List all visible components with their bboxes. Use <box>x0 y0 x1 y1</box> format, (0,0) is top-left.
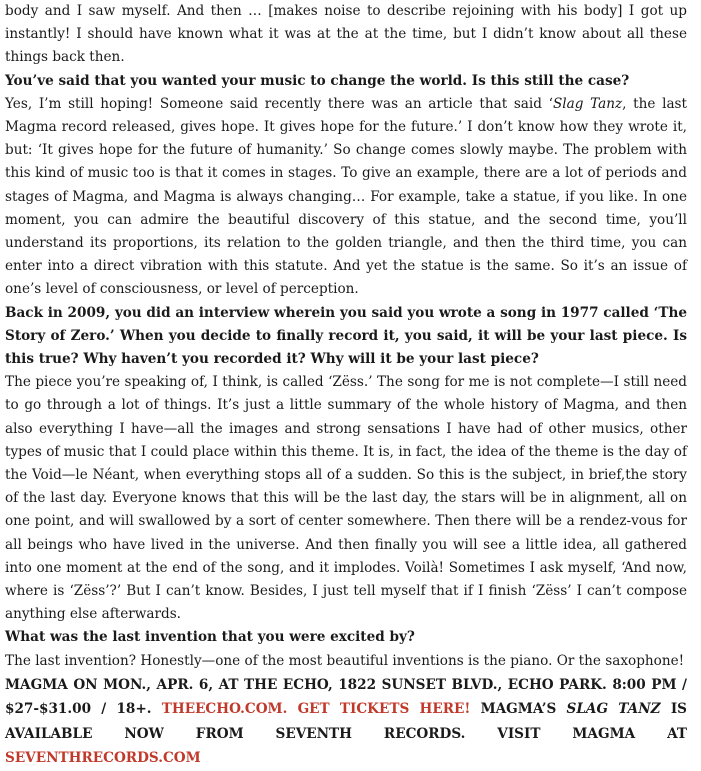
answer-paragraph: The last invention? Honestly—one of the most beautiful inventions is the piano. Or the saxophone! <box>5 652 685 669</box>
album-title-italic: Slag Tanz <box>552 95 623 112</box>
answer-paragraph <box>5 93 687 302</box>
album-title: SLAG TANZ <box>566 701 661 718</box>
question-paragraph: You’ve said that you wanted your music to change the world. Is this still the case? <box>5 72 630 89</box>
answer-paragraph: body and I saw myself. And then … [makes noise to describe rejoining with his body] I got up instantly! I should have known what it was at the at the time, but I didn’t know about all these things back then. <box>5 3 687 66</box>
album-text: IS AVAILABLE NOW FROM SEVENTH RECORDS. VISIT MAGMA AT <box>5 701 687 742</box>
event-details: MAGMA ON MON., APR. 6, AT THE ECHO, 1822 SUNSET BLVD., ECHO PARK. 8:00 PM / $27-$31.00 / 18+. <box>5 676 687 718</box>
venue-link[interactable]: THEECHO.COM. <box>161 701 288 718</box>
answer-text: , the last Magma record released, gives hope. It gives hope for the future.’ I don’t know how they wrote it, but: ‘It gives hope for the future of humanity.’ So change comes slowly maybe. The problem with this kind of music too is that it comes in stages. To give an example, there are a lot of periods and stages of Magma, and Magma is always changing… For example, take a statue, if you like. In one moment, you can admire the beautiful discovery of this statue, and the second time, you’ll understand its proportions, its relation to the golden triangle, and then the third time, you can enter into a direct vibration with this statute. And yet the statue is the same. So it’s an issue of one’s level of consciousness, or level of perception. <box>5 95 687 298</box>
answer-text: Yes, I’m still hoping! Someone said recently there was an article that said ‘ <box>5 95 553 112</box>
question-paragraph: What was the last invention that you were excited by? <box>5 629 415 646</box>
event-footer <box>5 673 687 771</box>
tickets-link[interactable]: GET TICKETS HERE! <box>297 701 471 718</box>
label-link[interactable]: SEVENTHRECORDS.COM <box>5 750 201 767</box>
album-text: MAGMA’S <box>480 701 557 718</box>
answer-paragraph: The piece you’re speaking of, I think, is called ‘Zëss.’ The song for me is not complete—I still need to go through a lot of things. It’s just a little summary of the whole history of Magma, and then also everything I have—all the images and strong sensations I have had of other musics, other types of music that I could place within this theme. It is, in fact, the idea of the theme is the day of the Void—le Néant, when everything stops all of a sudden. So this is the subject, in brief,the story of the last day. Everyone knows that this will be the last day, the stars will be in alignment, all on one point, and will swallowed by a sort of center somewhere. Then there will be a rendez-vous for all beings who have lived in the universe. And then finally you will see a little idea, all gathered into one moment at the end of the song, and it implodes. Voilà! Sometimes I ask myself, ‘And now, where is ‘Zëss’?’ But I can’t know. Besides, I just tell myself that if I finish ‘Zëss’ I can’t compose anything else afterwards. <box>5 374 687 623</box>
question-paragraph: Back in 2009, you did an interview wherein you said you wrote a song in 1977 called ‘The Story of Zero.’ When you decide to finally record it, you said, it will be your last piece. Is this true? Why haven’t you recorded it? Why will it be your last piece? <box>5 304 687 368</box>
